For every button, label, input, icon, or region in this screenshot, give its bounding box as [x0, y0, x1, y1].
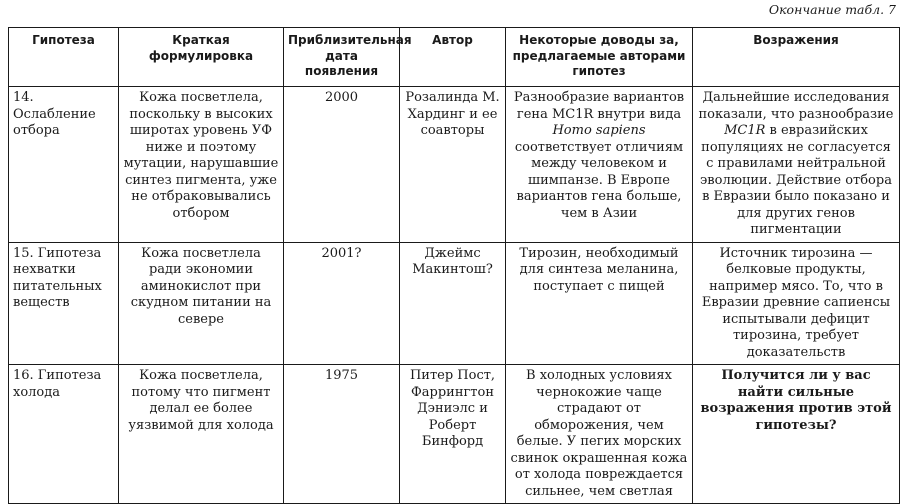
table-caption: Окончание табл. 7	[768, 2, 896, 17]
text-segment: Дальнейшие исследования показали, что разнообразие	[698, 90, 894, 122]
cell-hypothesis: 16. Гипотеза холода	[9, 365, 119, 504]
cell-author: Розалинда М. Хардинг и ее соавторы	[400, 87, 506, 243]
cell-arguments-for	[506, 87, 693, 243]
header-date: Приблизительная дата появления	[284, 28, 400, 87]
cell-arguments-for: В холодных условиях чернокожие чаще страдают от обморожения, чем белые. У пегих морских свинок окрашенная кожа от холода повреждается сильнее, чем светлая	[506, 365, 693, 504]
header-short-formulation: Краткая формулировка	[119, 28, 284, 87]
cell-author: Джеймс Макинтош?	[400, 242, 506, 365]
species-name: Homo sapiens	[552, 123, 646, 138]
cell-arguments-for: Тирозин, необходимый для синтеза меланина, поступает с пищей	[506, 242, 693, 365]
gene-name: MC1R	[724, 123, 766, 138]
cell-date: 1975	[284, 365, 400, 504]
header-arguments-for: Некоторые доводы за, предлагаемые авторами гипотез	[506, 28, 693, 87]
cell-objections	[693, 87, 900, 243]
cell-short-formulation: Кожа посветлела, поскольку в высоких широтах уровень УФ ниже и поэтому мутации, нарушавшие синтез пигмента, уже не отбраковывались отбором	[119, 87, 284, 243]
table-row	[9, 87, 900, 243]
cell-date: 2000	[284, 87, 400, 243]
cell-date: 2001?	[284, 242, 400, 365]
text-segment: в евразийских популяциях не согласуется с правилами нейтральной эволюции. Действие отбора в Евразии было показано и для других генов пигментации	[700, 123, 892, 237]
header-hypothesis: Гипотеза	[9, 28, 119, 87]
cell-objections: Источник тирозина — белковые продукты, например мясо. То, что в Евразии древние сапиенсы испытывали дефицит тирозина, требует доказательств	[693, 242, 900, 365]
table-row	[9, 242, 900, 365]
cell-hypothesis: 14. Ослабление отбора	[9, 87, 119, 243]
text-segment: соответствует отличиям между человеком и шимпанзе. В Европе вариантов гена больше, чем в Азии	[514, 139, 684, 221]
header-objections: Возражения	[693, 28, 900, 87]
text-segment: Разнообразие вариантов гена MC1R внутри вида	[513, 90, 685, 122]
hypotheses-table	[8, 27, 900, 504]
cell-hypothesis: 15. Гипотеза нехватки питательных веществ	[9, 242, 119, 365]
table-header-row	[9, 28, 900, 87]
cell-author: Питер Пост, Фаррингтон Дэниэлс и Роберт Бинфорд	[400, 365, 506, 504]
cell-short-formulation: Кожа посветлела, потому что пигмент делал ее более уязвимой для холода	[119, 365, 284, 504]
table-row	[9, 365, 900, 504]
header-author: Автор	[400, 28, 506, 87]
cell-short-formulation: Кожа посветлела ради экономии аминокислот при скудном питании на севере	[119, 242, 284, 365]
cell-objections: Получится ли у вас найти сильные возражения против этой гипотезы?	[693, 365, 900, 504]
